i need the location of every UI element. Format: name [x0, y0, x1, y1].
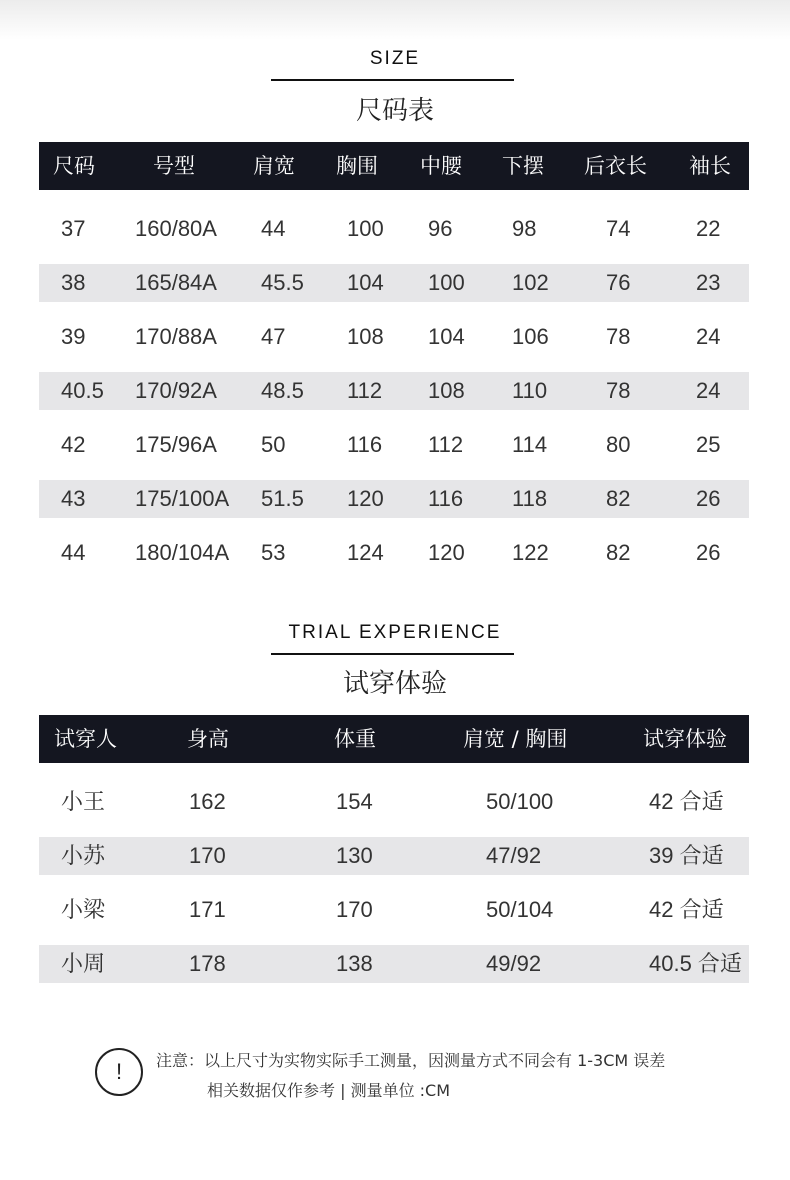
- table-cell: 80: [606, 432, 631, 457]
- size-table-header: [39, 142, 749, 190]
- table-cell: 175/100A: [135, 486, 230, 511]
- table-cell: 175/96A: [135, 432, 217, 457]
- size-title-cn: 尺码表: [355, 96, 434, 126]
- table-row: [39, 210, 749, 248]
- table-cell: 45.5: [261, 270, 304, 295]
- trial-table: [39, 715, 749, 976]
- size-title-rule: [271, 79, 514, 81]
- table-cell: 24: [696, 378, 721, 403]
- table-cell: 42: [61, 432, 86, 457]
- table-row: [39, 837, 749, 875]
- exclamation-icon: !: [95, 1048, 143, 1096]
- table-cell: 165/84A: [135, 270, 217, 295]
- table-cell: 170/92A: [135, 378, 217, 403]
- table-cell: 138: [336, 951, 373, 976]
- table-cell: 53: [261, 540, 286, 565]
- table-cell: 104: [428, 324, 465, 349]
- table-cell: 170/88A: [135, 324, 217, 349]
- table-cell: 82: [606, 486, 631, 511]
- header-cell: 中腰: [420, 154, 462, 178]
- table-cell: 170: [189, 843, 226, 868]
- table-cell: 37: [61, 216, 86, 241]
- trial-title-rule: [271, 653, 514, 655]
- table-cell: 76: [606, 270, 631, 295]
- trial-title-cn: 试穿体验: [342, 669, 447, 699]
- table-cell: 112: [428, 432, 464, 457]
- table-cell: 小王: [61, 789, 106, 814]
- table-cell: 50/100: [486, 789, 554, 814]
- trial-title-en: TRIAL EXPERIENCE: [288, 622, 502, 643]
- table-cell: 104: [347, 270, 384, 295]
- table-cell: 171: [189, 897, 226, 922]
- table-cell: 96: [428, 216, 453, 241]
- table-cell: 118: [512, 486, 548, 511]
- table-cell: 74: [606, 216, 631, 241]
- header-cell: 体重: [334, 727, 376, 751]
- table-cell: 44: [61, 540, 86, 565]
- table-cell: 小苏: [61, 843, 106, 868]
- table-cell: 25: [696, 432, 721, 457]
- table-row: [39, 372, 749, 410]
- header-cell: 袖长: [689, 154, 731, 178]
- table-cell: 49/92: [486, 951, 542, 976]
- table-cell: 24: [696, 324, 721, 349]
- header-cell: 试穿人: [54, 727, 117, 751]
- table-cell: 122: [512, 540, 549, 565]
- table-row: [39, 534, 749, 572]
- table-row: [39, 891, 749, 929]
- trial-table-header: [39, 715, 749, 763]
- table-cell: 160/80A: [135, 216, 217, 241]
- table-cell: 100: [347, 216, 384, 241]
- header-cell: 试穿体验: [643, 727, 727, 751]
- table-cell: 48.5: [261, 378, 304, 403]
- table-cell: 23: [696, 270, 721, 295]
- table-cell: 162: [189, 789, 226, 814]
- table-cell: 180/104A: [135, 540, 230, 565]
- table-cell: 108: [347, 324, 384, 349]
- table-cell: 78: [606, 324, 631, 349]
- table-cell: 小梁: [61, 897, 106, 922]
- table-cell: 42 合适: [649, 789, 724, 814]
- table-cell: 114: [512, 432, 548, 457]
- header-cell: 下摆: [502, 154, 544, 178]
- table-cell: 124: [347, 540, 384, 565]
- table-cell: 100: [428, 270, 465, 295]
- table-cell: 40.5: [61, 378, 104, 403]
- header-cell: 肩宽: [253, 154, 295, 178]
- table-cell: 小周: [61, 951, 106, 976]
- table-cell: 51.5: [261, 486, 304, 511]
- size-title-en: SIZE: [369, 48, 421, 69]
- table-cell: 50/104: [486, 897, 554, 922]
- table-cell: 130: [336, 843, 373, 868]
- table-cell: 44: [261, 216, 286, 241]
- table-row: [39, 480, 749, 518]
- note-line-2: 相关数据仅作参考 | 测量单位 :CM: [207, 1081, 451, 1100]
- table-cell: 170: [336, 897, 373, 922]
- table-cell: 112: [347, 378, 383, 403]
- table-cell: 26: [696, 486, 721, 511]
- note-line-1: 注意：以上尺寸为实物实际手工测量，因测量方式不同会有 1-3CM 误差: [156, 1051, 666, 1070]
- table-cell: 42 合适: [649, 897, 724, 922]
- table-cell: 178: [189, 951, 226, 976]
- table-row: [39, 945, 749, 983]
- table-row: [39, 264, 749, 302]
- table-cell: 98: [512, 216, 537, 241]
- header-cell: 肩宽 / 胸围: [463, 727, 568, 751]
- table-cell: 120: [347, 486, 384, 511]
- table-row: [39, 426, 749, 464]
- header-cell: 号型: [153, 154, 195, 178]
- table-cell: 102: [512, 270, 549, 295]
- table-cell: 154: [336, 789, 373, 814]
- table-cell: 116: [428, 486, 464, 511]
- table-row: [39, 783, 749, 821]
- table-cell: 43: [61, 486, 86, 511]
- table-cell: 78: [606, 378, 631, 403]
- header-cell: 尺码: [53, 154, 95, 178]
- table-cell: 108: [428, 378, 465, 403]
- table-cell: 39: [61, 324, 86, 349]
- table-cell: 47: [261, 324, 286, 349]
- header-cell: 胸围: [336, 154, 378, 178]
- size-table: [39, 142, 749, 565]
- table-cell: 50: [261, 432, 286, 457]
- table-cell: 120: [428, 540, 465, 565]
- table-cell: 39 合适: [649, 843, 724, 868]
- table-cell: 22: [696, 216, 721, 241]
- header-cell: 后衣长: [584, 154, 647, 178]
- table-cell: 106: [512, 324, 549, 349]
- table-cell: 38: [61, 270, 86, 295]
- header-cell: 身高: [187, 727, 229, 751]
- table-cell: 110: [512, 378, 548, 403]
- table-cell: 82: [606, 540, 631, 565]
- table-cell: 47/92: [486, 843, 542, 868]
- table-cell: 40.5 合适: [649, 951, 742, 976]
- table-cell: 116: [347, 432, 383, 457]
- table-cell: 26: [696, 540, 721, 565]
- table-row: [39, 318, 749, 356]
